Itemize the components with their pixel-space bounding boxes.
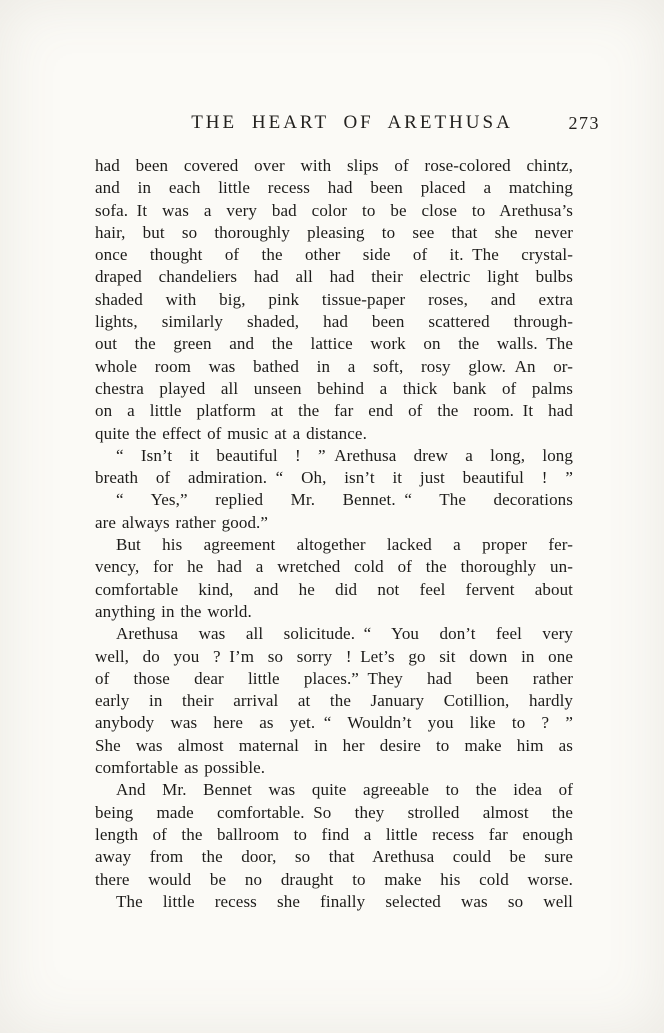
text-line: lights, similarly shaded, had been scattered through-: [95, 312, 573, 332]
text-line: are always rather good.”: [95, 512, 269, 532]
page-header: [95, 112, 600, 138]
text-line: shaded with big, pink tissue-paper roses, and extra: [95, 289, 573, 309]
text-line: And Mr. Bennet was quite agreeable to the idea of: [116, 780, 573, 800]
paragraph: [95, 445, 573, 490]
paragraph: [95, 489, 573, 534]
text-line: of those dear little places.” They had been rather: [95, 668, 573, 688]
text-line: had been covered over with slips of rose-colored chintz,: [95, 156, 573, 175]
page-number: 273: [568, 113, 600, 133]
text-line: draped chandeliers had all had their electric light bulbs: [95, 267, 573, 287]
text-line: once thought of the other side of it. The crystal-: [95, 245, 573, 265]
text-line: and in each little recess had been placed a matching: [95, 178, 573, 198]
text-line: there would be no draught to make his cold worse.: [95, 869, 573, 889]
text-line: She was almost maternal in her desire to make him as: [95, 735, 573, 755]
text-line: being made comfortable. So they strolled almost the: [95, 802, 573, 822]
text-line: “ Isn’t it beautiful ! ” Arethusa drew a long, long: [116, 445, 573, 465]
text-line: length of the ballroom to find a little recess far enough: [95, 824, 573, 844]
paragraph: [95, 891, 573, 913]
text-line: well, do you ? I’m so sorry ! Let’s go sit down in one: [95, 646, 573, 666]
text-line: early in their arrival at the January Cotillion, hardly: [95, 691, 573, 711]
paragraph: [95, 623, 573, 779]
running-title: THE HEART OF ARETHUSA: [191, 112, 513, 133]
text-line: The little recess she finally selected was so well: [116, 891, 573, 911]
text-line: vency, for he had a wretched cold of the thoroughly un-: [95, 557, 573, 577]
text-line: anybody was here as yet. “ Wouldn’t you like to ? ”: [95, 713, 573, 733]
text-line: Arethusa was all solicitude. “ You don’t feel very: [116, 624, 573, 644]
text-line: quite the effect of music at a distance.: [95, 423, 367, 443]
text-line: away from the door, so that Arethusa could be sure: [95, 847, 573, 867]
paragraph: [95, 534, 573, 623]
text-line: sofa. It was a very bad color to be close to Arethusa’s: [95, 200, 573, 220]
text-line: hair, but so thoroughly pleasing to see that she never: [95, 222, 573, 242]
text-line: comfortable as possible.: [95, 758, 266, 778]
body-text: [95, 155, 573, 913]
text-line: out the green and the lattice work on the walls. The: [95, 334, 573, 354]
text-line: on a little platform at the far end of the room. It had: [95, 401, 573, 421]
text-line: breath of admiration. “ Oh, isn’t it just beautiful ! ”: [95, 468, 573, 488]
paragraph: [95, 779, 573, 890]
text-line: chestra played all unseen behind a thick bank of palms: [95, 378, 573, 398]
text-line: whole room was bathed in a soft, rosy glow. An or-: [95, 356, 573, 376]
text-line: But his agreement altogether lacked a proper fer-: [116, 535, 573, 555]
text-line: comfortable kind, and he did not feel fervent about: [95, 579, 573, 599]
paragraph: [95, 155, 573, 445]
text-line: “ Yes,” replied Mr. Bennet. “ The decorations: [116, 490, 573, 510]
text-line: anything in the world.: [95, 601, 252, 621]
text-block: [95, 112, 600, 913]
